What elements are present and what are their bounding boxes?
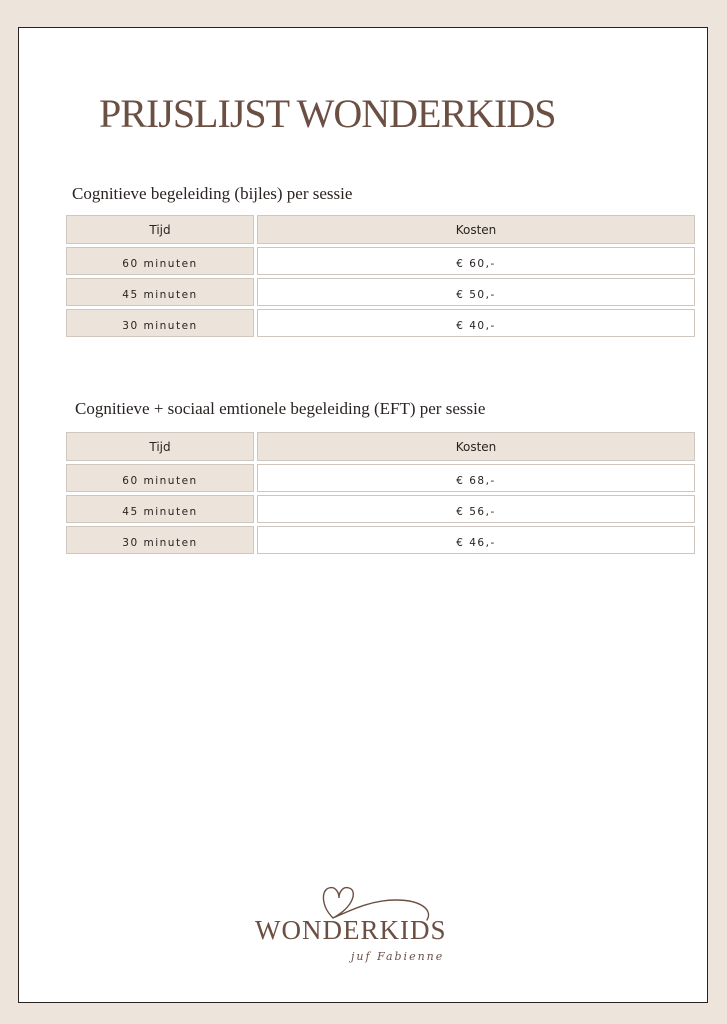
column-header-tijd: Tijd [66,432,254,461]
table-row [66,464,695,492]
price-cell: € 46,- [257,526,695,554]
price-table-bijles [66,215,695,340]
section-heading-eft: Cognitieve + sociaal emtionele begeleiding (EFT) per sessie [75,399,486,418]
logo-subtitle: juf Fabienne [351,950,445,963]
table-row [66,278,695,306]
logo-wordmark: WONDERKIDS [255,915,447,945]
price-cell: € 50,- [257,278,695,306]
column-header-kosten: Kosten [257,215,695,244]
duration-cell: 60 minuten [66,464,254,492]
price-table-eft [66,432,695,557]
price-cell: € 56,- [257,495,695,523]
duration-cell: 45 minuten [66,278,254,306]
duration-cell: 45 minuten [66,495,254,523]
duration-cell: 30 minuten [66,526,254,554]
column-header-tijd: Tijd [66,215,254,244]
page-title: PRIJSLIJST WONDERKIDS [99,91,556,136]
section-heading-bijles: Cognitieve begeleiding (bijles) per sessie [72,184,353,203]
table-header-row [66,215,695,244]
wonderkids-logo [251,878,471,978]
column-header-kosten: Kosten [257,432,695,461]
table-header-row [66,432,695,461]
price-cell: € 40,- [257,309,695,337]
duration-cell: 60 minuten [66,247,254,275]
price-cell: € 68,- [257,464,695,492]
table-row [66,247,695,275]
table-row [66,495,695,523]
price-cell: € 60,- [257,247,695,275]
table-row [66,526,695,554]
duration-cell: 30 minuten [66,309,254,337]
price-list-page [18,27,708,1003]
table-row [66,309,695,337]
